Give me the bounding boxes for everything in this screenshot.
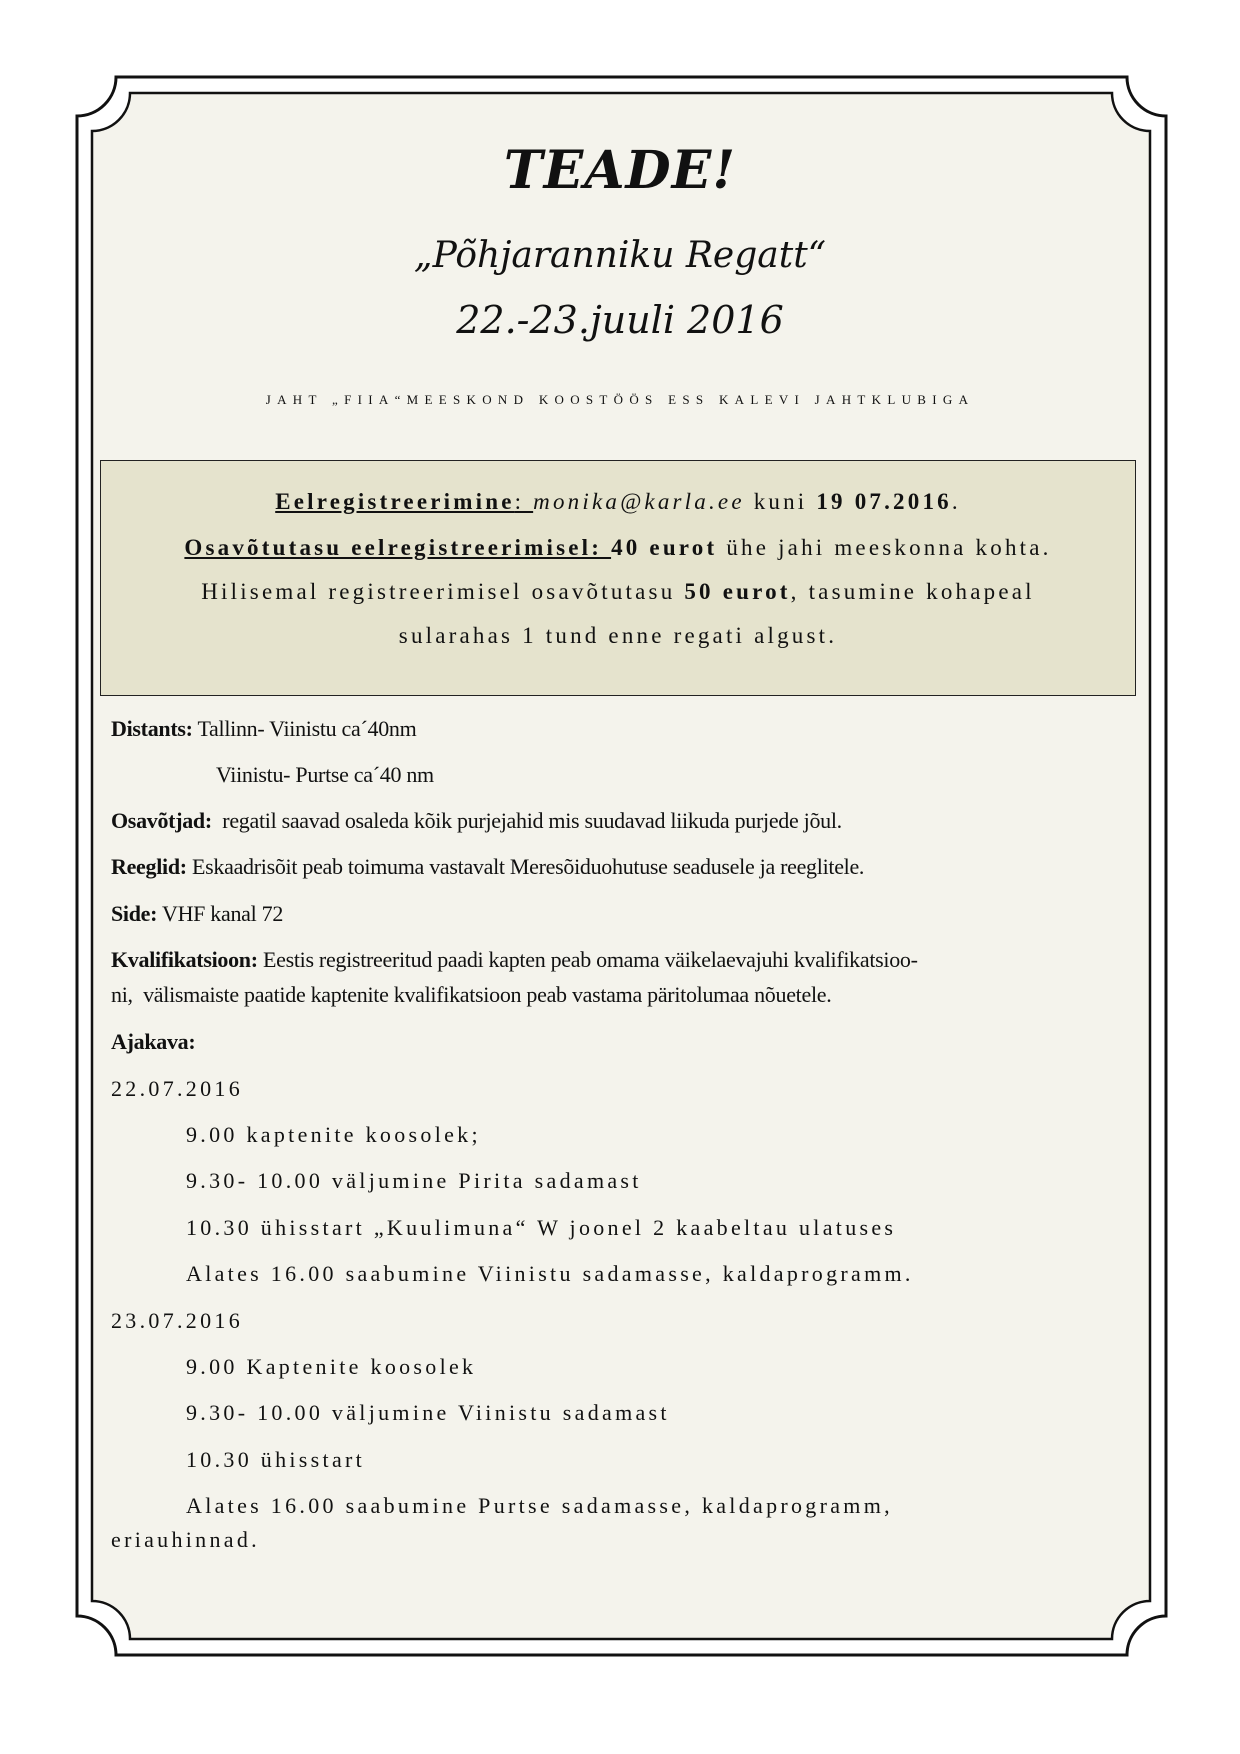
registration-box xyxy=(100,460,1136,696)
schedule-item: 9.00 Kaptenite koosolek xyxy=(186,1354,477,1379)
schedule-item: 9.00 kaptenite koosolek; xyxy=(186,1122,481,1147)
schedule-item: 10.30 ühisstart xyxy=(186,1447,366,1472)
schedule-day2-date: 23.07.2016 xyxy=(111,1308,243,1333)
kuni-text: kuni xyxy=(744,489,817,514)
late-fee-amount: 50 eurot xyxy=(684,579,791,604)
qualification-label: Kvalifikatsioon: xyxy=(111,947,258,972)
schedule-day1-date: 22.07.2016 xyxy=(111,1076,243,1101)
radio-text: VHF kanal 72 xyxy=(157,901,284,926)
distance-label: Distants: xyxy=(111,716,193,741)
radio-line xyxy=(111,901,283,927)
participants-label: Osavõtjad: xyxy=(111,808,212,833)
schedule-heading: Ajakava: xyxy=(111,1029,196,1054)
distance-line-2: Viinistu- Purtse ca´40 nm xyxy=(216,762,434,787)
qualification-line-1 xyxy=(111,947,918,973)
schedule-item: 10.30 ühisstart „Kuulimuna“ W joonel 2 kaabeltau ulatuses xyxy=(186,1215,897,1240)
participants-line xyxy=(111,808,842,834)
late-fee-line xyxy=(101,579,1135,605)
payment-note-line: sularahas 1 tund enne regati algust. xyxy=(398,623,838,648)
period: . xyxy=(951,489,961,514)
schedule-item: 9.30- 10.00 väljumine Pirita sadamast xyxy=(186,1168,642,1193)
prereg-fee-line xyxy=(101,535,1135,561)
distance-value-1: Tallinn- Viinistu ca´40nm xyxy=(192,716,417,741)
registration-email-link[interactable]: monika@karla.ee xyxy=(533,489,745,514)
event-name: „Põhjaranniku Regatt“ xyxy=(413,235,827,276)
prereg-fee-label: Osavõtutasu eelregistreerimisel: xyxy=(184,535,612,560)
rules-line xyxy=(111,854,864,880)
prereg-fee-rest: ühe jahi meeskonna kohta. xyxy=(717,535,1052,560)
late-fee-text: Hilisemal registreerimisel osavõtutasu xyxy=(201,579,685,604)
registration-deadline: 19 07.2016 xyxy=(816,489,952,514)
schedule-item: Alates 16.00 saabumine Purtse sadamasse, kaldaprogramm, xyxy=(186,1493,893,1518)
qualification-text-1: Eestis registreeritud paadi kapten peab omama väikelaevajuhi kvalifikatsioo- xyxy=(257,947,918,972)
schedule-item-wrap: eriauhinnad. xyxy=(111,1527,260,1552)
qualification-line-2: ni, välismaiste paatide kaptenite kvalifikatsioon peab vastama päritolumaa nõuetele. xyxy=(111,982,832,1007)
prereg-fee-amount: 40 eurot xyxy=(611,535,718,560)
distance-line-1 xyxy=(111,716,416,742)
radio-label: Side: xyxy=(111,901,158,926)
schedule-item: 9.30- 10.00 väljumine Viinistu sadamast xyxy=(186,1400,670,1425)
rules-label: Reeglid: xyxy=(111,854,187,879)
organizer-byline: JAHT „FIIA“MEESKOND KOOSTÖÖS ESS KALEVI JAHTKLUBIGA xyxy=(265,392,975,407)
event-date: 22.-23.juuli 2016 xyxy=(456,298,784,342)
schedule-item: Alates 16.00 saabumine Viinistu sadamasse, kaldaprogramm. xyxy=(186,1261,914,1286)
preregistration-label: Eelregistreerimine xyxy=(275,489,515,514)
participants-text: regatil saavad osaleda kõik purjejahid mis suudavad liikuda purjede jõul. xyxy=(211,808,842,833)
preregistration-line xyxy=(101,489,1135,515)
preregistration-colon: : xyxy=(514,489,534,514)
page-title: TEADE! xyxy=(503,140,737,201)
rules-text: Eskaadrisõit peab toimuma vastavalt Meresõiduohutuse seadusele ja reeglitele. xyxy=(186,854,865,879)
late-fee-rest: , tasumine kohapeal xyxy=(790,579,1035,604)
